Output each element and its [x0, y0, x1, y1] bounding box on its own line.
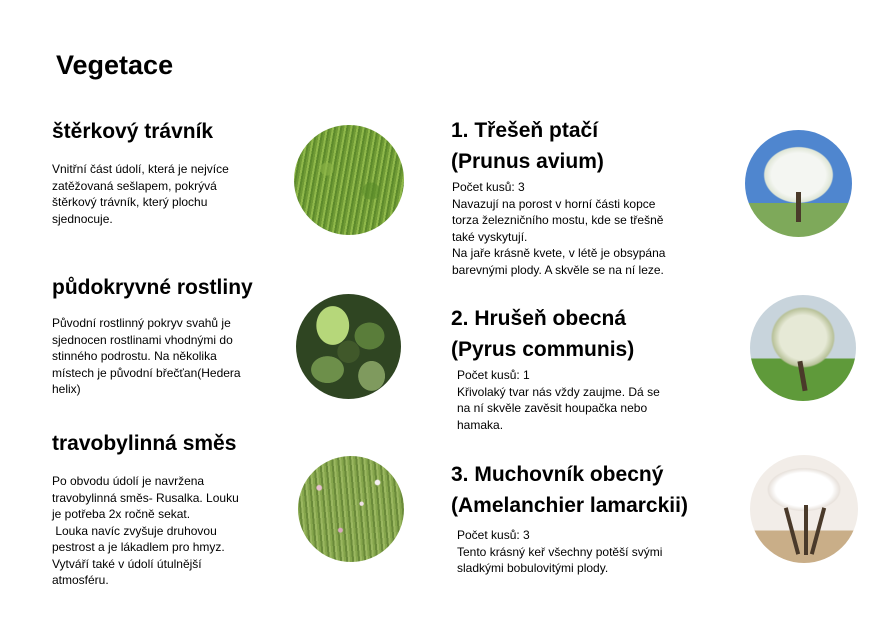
- text-line: Počet kusů: 1: [457, 368, 530, 382]
- text-line: hamaka.: [457, 417, 504, 432]
- tree-text-pear: [457, 367, 717, 433]
- text-line: Po obvodu údolí je navržena: [52, 474, 205, 488]
- text-line: také vyskytují.: [452, 229, 528, 244]
- text-line: Tento krásný keř všechny potěší svými: [457, 544, 663, 559]
- text-line: helix): [52, 382, 81, 396]
- tree-latin-amelanchier: (Amelanchier lamarckii): [451, 494, 688, 517]
- section-heading-meadow-mix: travobylinná směs: [52, 432, 237, 455]
- text-line: je potřeba 2x ročně sekat.: [52, 507, 191, 521]
- section-text-groundcover: [52, 315, 280, 398]
- pear-tree-photo-icon: [750, 295, 856, 401]
- tree-text-amelanchier: [457, 527, 715, 577]
- text-line: Na jaře krásně kvete, v létě je obsypána: [452, 246, 666, 260]
- text-line: na ní skvěle zavěsit houpačka nebo: [457, 401, 648, 415]
- text-line: Počet kusů: 3: [452, 180, 525, 194]
- text-line: sladkými bobulovitými plody.: [457, 561, 609, 575]
- section-text-meadow-mix: [52, 473, 270, 589]
- page-title: Vegetace: [56, 50, 174, 80]
- amelanchier-photo-icon: [750, 455, 858, 563]
- text-line: sjednocuje.: [52, 211, 113, 226]
- text-line: Vytváří také v údolí útulnější: [52, 556, 202, 571]
- text-line: štěrkový trávník, který plochu: [52, 195, 208, 209]
- text-line: sjednocen rostlinami vhodnými do: [52, 332, 233, 347]
- text-line: stinného podrostu. Na několika: [52, 349, 217, 363]
- text-line: travobylinná směs- Rusalka. Louku: [52, 490, 239, 505]
- text-line: Louka navíc zvyšuje druhovou: [52, 523, 217, 538]
- text-line: Počet kusů: 3: [457, 528, 530, 542]
- meadow-photo-icon: [298, 456, 404, 562]
- text-line: Vnitřní část údolí, která je nejvíce: [52, 162, 229, 176]
- text-line: Původní rostlinný pokryv svahů je: [52, 316, 231, 330]
- text-line: barevnými plody. A skvěle se na ní leze.: [452, 262, 664, 277]
- text-line: Křivolaký tvar nás vždy zaujme. Dá se: [457, 384, 660, 399]
- section-heading-gravel-lawn: štěrkový trávník: [52, 120, 214, 143]
- section-text-gravel-lawn: [52, 161, 280, 227]
- tree-heading-cherry: 1. Třešeň ptačí: [451, 119, 599, 142]
- grass-photo-icon: [294, 125, 404, 235]
- text-line: torza železničního mostu, kde se třešně: [452, 213, 664, 227]
- tree-text-cherry: [452, 179, 722, 278]
- text-line: Navazují na porost v horní části kopce: [452, 196, 656, 211]
- text-line: místech je původní břečťan(Hedera: [52, 365, 241, 380]
- ivy-photo-icon: [296, 294, 401, 399]
- text-line: pestrost a je lákadlem pro hmyz.: [52, 540, 225, 554]
- text-line: zatěžovaná sešlapem, pokrývá: [52, 178, 217, 193]
- tree-heading-amelanchier: 3. Muchovník obecný: [451, 463, 664, 486]
- cherry-tree-photo-icon: [745, 130, 852, 237]
- tree-heading-pear: 2. Hrušeň obecná: [451, 307, 627, 330]
- tree-latin-pear: (Pyrus communis): [451, 338, 635, 361]
- tree-latin-cherry: (Prunus avium): [451, 150, 604, 173]
- section-heading-groundcover: půdokryvné rostliny: [52, 276, 253, 299]
- text-line: atmosféru.: [52, 573, 109, 587]
